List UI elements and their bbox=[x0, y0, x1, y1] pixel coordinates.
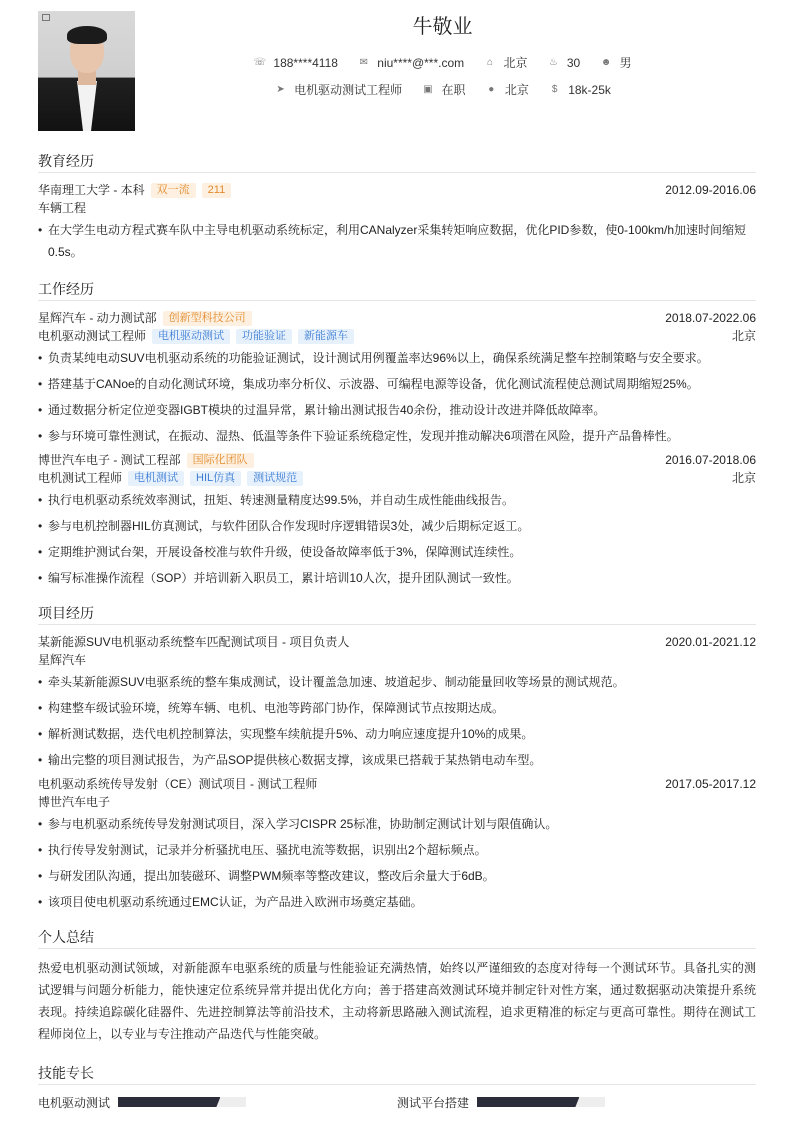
target-job: 电机驱动测试工程师 bbox=[294, 83, 403, 97]
gender-icon: ☻ bbox=[600, 57, 612, 68]
home-icon: ⌂ bbox=[486, 57, 494, 68]
education-bullets bbox=[38, 219, 756, 263]
company-tag: 国际化团队 bbox=[187, 453, 254, 468]
skill-item bbox=[38, 1093, 397, 1111]
email-icon: ✉ bbox=[359, 57, 368, 68]
role-tag: 电机驱动测试 bbox=[152, 329, 230, 344]
skill-level-bar bbox=[477, 1097, 605, 1107]
job-role: 电机驱动测试工程师 bbox=[38, 329, 147, 343]
role-tag: HIL仿真 bbox=[190, 471, 241, 486]
list-item: • 参与环境可靠性测试，在振动、湿热、低温等条件下验证系统稳定性，发现并推动解决6项潜在风险，提升产品鲁棒性。 bbox=[38, 425, 756, 447]
project-bullets bbox=[38, 813, 756, 913]
skill-item bbox=[397, 1093, 756, 1111]
company-name: 星辉汽车 - 动力测试部 bbox=[38, 311, 157, 325]
role-tag: 测试规范 bbox=[247, 471, 303, 486]
role-tag: 功能验证 bbox=[236, 329, 292, 344]
project-date: 2020.01-2021.12 bbox=[665, 635, 756, 649]
list-item: • 编写标准操作流程（SOP）并培训新入职员工，累计培训10人次，提升团队测试一致性。 bbox=[38, 567, 756, 589]
salary: 18k-25k bbox=[568, 82, 611, 97]
job-location: 北京 bbox=[731, 471, 756, 485]
company-name: 博世汽车电子 - 测试工程部 bbox=[38, 453, 181, 467]
target-city: 北京 bbox=[504, 83, 529, 97]
section-title: 个人总结 bbox=[38, 927, 756, 949]
school-tag: 双一流 bbox=[151, 183, 196, 198]
project-name: 电机驱动系统传导发射（CE）测试项目 - 测试工程师 bbox=[38, 777, 318, 791]
project-name: 某新能源SUV电机驱动系统整车匹配测试项目 - 项目负责人 bbox=[38, 635, 350, 649]
skill-level-fill bbox=[118, 1097, 220, 1107]
section-title: 项目经历 bbox=[38, 603, 756, 625]
list-item: • 输出完整的项目测试报告，为产品SOP提供核心数据支撑，该成果已搭载于某热销电动车型。 bbox=[38, 749, 756, 771]
list-item: • 与研发团队沟通，提出加装磁环、调整PWM频率等整改建议，整改后余量大于6dB。 bbox=[38, 865, 756, 887]
job-role: 电机测试工程师 bbox=[38, 471, 123, 485]
summary-text: 热爱电机驱动测试领域，对新能源车电驱系统的质量与性能验证充满热情，始终以严谨细致的态度对待每一个测试环节。具备扎实的测试逻辑与问题分析能力，能快速定位系统异常并提出优化方向；善于搭建高效测试环境并制定针对性方案，通过数据驱动决策提升系统表现。持续追踪碳化硅器件、先进控制算法等前沿技术，主动将新思路融入测试流程，追求更精准的标定与更高可靠性。期待在测试工程师岗位上，以专业与专注推动产品迭代与性能突破。 bbox=[38, 961, 756, 1041]
education-section bbox=[38, 151, 756, 267]
list-item: • 执行传导发射测试，记录并分析骚扰电压、骚扰电流等数据，识别出2个超标频点。 bbox=[38, 839, 756, 861]
briefcase-icon: ▣ bbox=[423, 84, 433, 95]
skill-level-fill bbox=[477, 1097, 579, 1107]
section-title: 技能专长 bbox=[38, 1063, 756, 1085]
summary-section bbox=[38, 927, 756, 1045]
job-date: 2018.07-2022.06 bbox=[665, 311, 756, 325]
list-item: • 参与电机驱动系统传导发射测试项目，深入学习CISPR 25标准，协助制定测试计划与限值确认。 bbox=[38, 813, 756, 835]
list-item: • 牵头某新能源SUV电驱系统的整车集成测试，设计覆盖急加速、坡道起步、制动能量回收等场景的测试规范。 bbox=[38, 671, 756, 693]
email: niu****@***.com bbox=[377, 55, 465, 70]
phone-icon: ☏ bbox=[253, 57, 267, 68]
skill-level-bar bbox=[118, 1097, 246, 1107]
send-icon: ➤ bbox=[276, 84, 285, 95]
skill-name: 测试平台搭建 bbox=[397, 1095, 470, 1110]
education-date: 2012.09-2016.06 bbox=[665, 183, 756, 197]
phone: 188****4118 bbox=[273, 55, 338, 70]
school-name: 华南理工大学 - 本科 bbox=[38, 183, 145, 197]
list-item: • 搭建基于CANoe的自动化测试环境，集成功率分析仪、示波器、可编程电源等设备，优化测试流程使总测试周期缩短25%。 bbox=[38, 373, 756, 395]
list-item: • 构建整车级试验环境，统筹车辆、电机、电池等跨部门协作，保障测试节点按期达成。 bbox=[38, 697, 756, 719]
job-bullets bbox=[38, 489, 756, 589]
gender: 男 bbox=[619, 56, 632, 70]
job-status: 在职 bbox=[441, 83, 466, 97]
age: 30 bbox=[566, 55, 581, 70]
list-item: • 执行电机驱动系统效率测试，扭矩、转速测量精度达99.5%，并自动生成性能曲线报告。 bbox=[38, 489, 756, 511]
list-item: • 参与电机控制器HIL仿真测试，与软件团队合作发现时序逻辑错误3处，减少后期标定返工。 bbox=[38, 515, 756, 537]
job-bullets bbox=[38, 347, 756, 447]
list-item: • 该项目使电机驱动系统通过EMC认证，为产品进入欧洲市场奠定基础。 bbox=[38, 891, 756, 913]
job-date: 2016.07-2018.06 bbox=[665, 453, 756, 467]
project-company: 博世汽车电子 bbox=[38, 795, 111, 809]
role-tag: 新能源车 bbox=[298, 329, 354, 344]
salary-icon: $ bbox=[551, 84, 558, 95]
list-item: • 负责某纯电动SUV电机驱动系统的功能验证测试，设计测试用例覆盖率达96%以上，确保系统满足整车控制策略与安全要求。 bbox=[38, 347, 756, 369]
school-tag: 211 bbox=[202, 183, 232, 198]
work-section bbox=[38, 279, 756, 593]
job-intent-row bbox=[0, 81, 794, 98]
skills-section bbox=[38, 1063, 756, 1111]
location-icon: ● bbox=[488, 84, 495, 95]
list-item: • 通过数据分析定位逆变器IGBT模块的过温异常，累计输出测试报告40余份，推动设计改进并降低故障率。 bbox=[38, 399, 756, 421]
skill-name: 电机驱动测试 bbox=[38, 1095, 111, 1110]
contact-info-row bbox=[0, 54, 794, 71]
list-item: • 定期维护测试台架，开展设备校准与软件升级，使设备故障率低于3%，保障测试连续性。 bbox=[38, 541, 756, 563]
section-title: 教育经历 bbox=[38, 151, 756, 173]
project-date: 2017.05-2017.12 bbox=[665, 777, 756, 791]
cake-icon: ♨ bbox=[548, 57, 558, 68]
project-company: 星辉汽车 bbox=[38, 653, 87, 667]
role-tag: 电机测试 bbox=[128, 471, 184, 486]
section-title: 工作经历 bbox=[38, 279, 756, 301]
candidate-name: 牛敬业 bbox=[412, 16, 473, 38]
project-section bbox=[38, 603, 756, 917]
city: 北京 bbox=[503, 56, 528, 70]
company-tag: 创新型科技公司 bbox=[163, 311, 252, 326]
major: 车辆工程 bbox=[38, 201, 87, 215]
list-item: • 在大学生电动方程式赛车队中主导电机驱动系统标定，利用CANalyzer采集转矩响应数据，优化PID参数，使0-100km/h加速时间缩短0.5s。 bbox=[38, 219, 756, 263]
project-bullets bbox=[38, 671, 756, 771]
job-location: 北京 bbox=[731, 329, 756, 343]
list-item: • 解析测试数据，迭代电机控制算法，实现整车续航提升5%、动力响应速度提升10%的成果。 bbox=[38, 723, 756, 745]
